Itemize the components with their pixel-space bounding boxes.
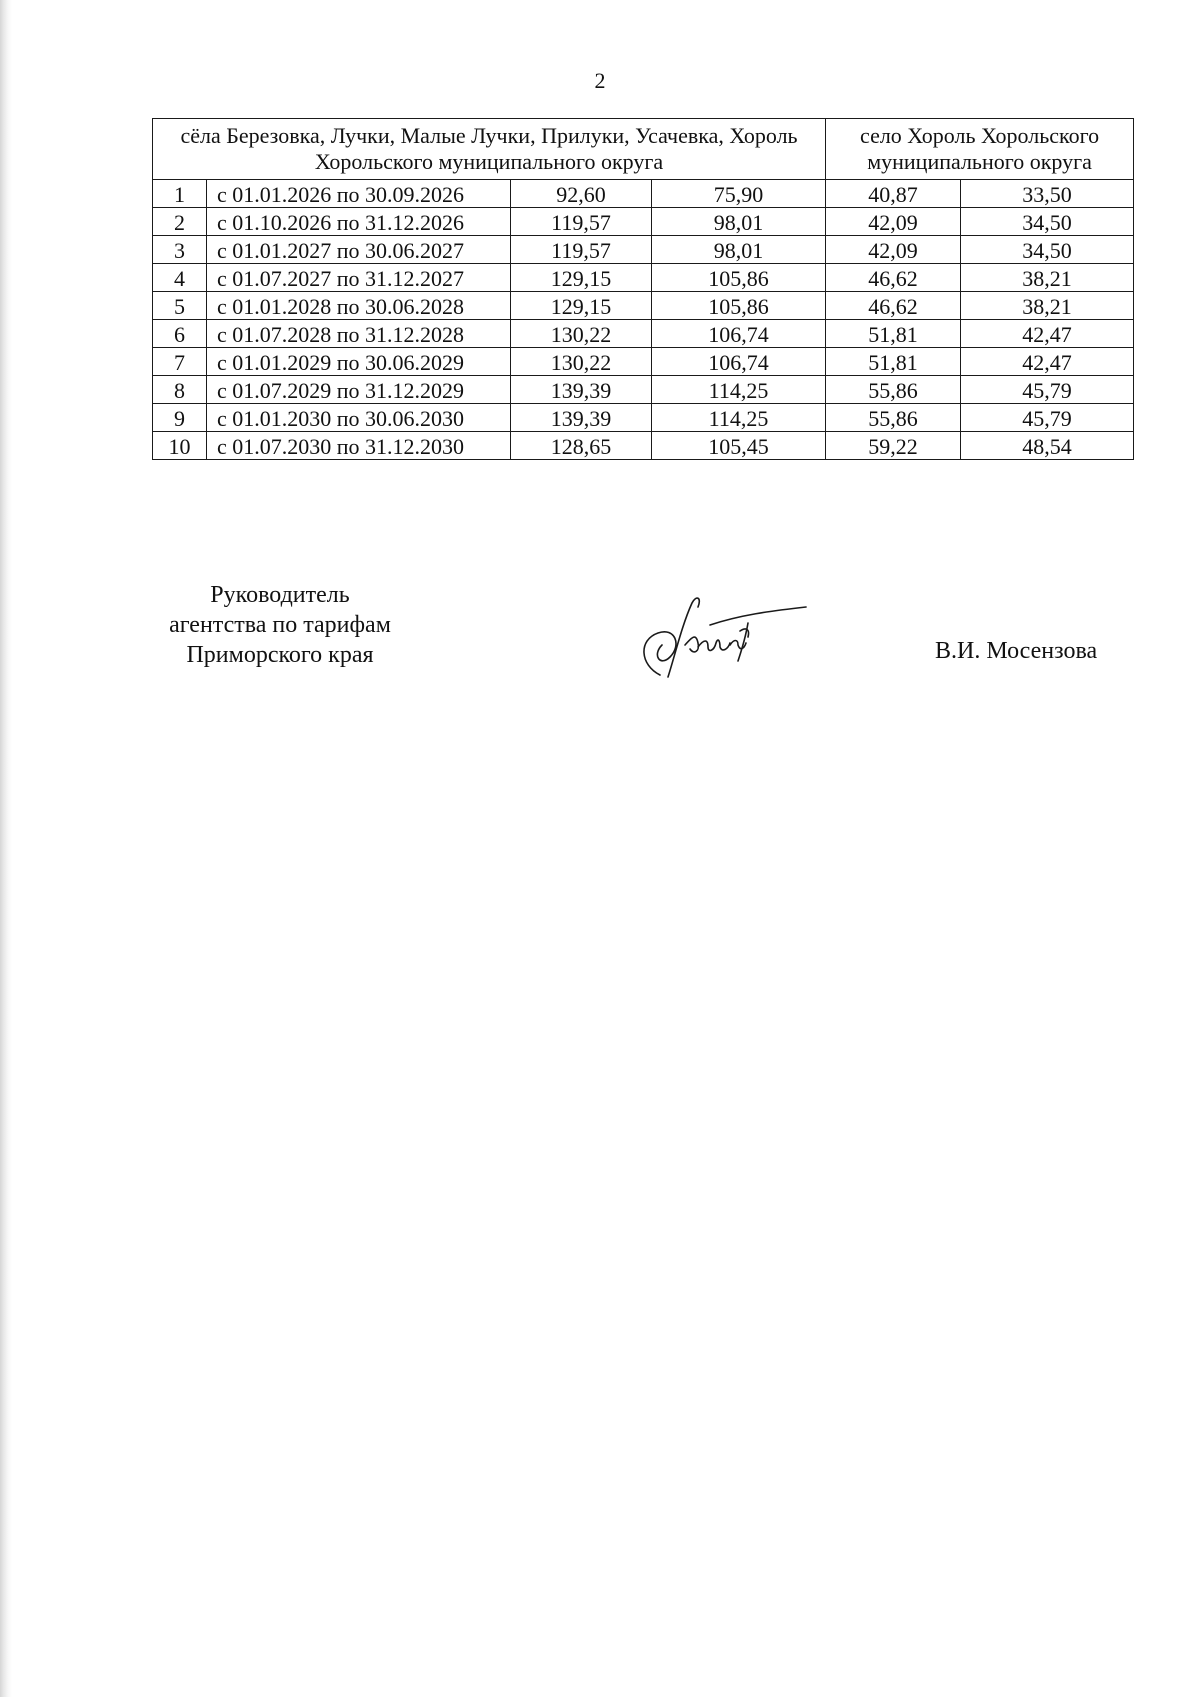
tariff-value-cell: 51,81	[826, 348, 961, 376]
tariff-value-cell: 75,90	[652, 180, 826, 208]
period-cell: с 01.07.2028 по 31.12.2028	[207, 320, 511, 348]
period-cell: с 01.10.2026 по 31.12.2026	[207, 208, 511, 236]
row-number-cell: 10	[153, 432, 207, 460]
tariff-value-cell: 42,47	[961, 320, 1134, 348]
period-cell: с 01.01.2029 по 30.06.2029	[207, 348, 511, 376]
row-number-cell: 9	[153, 404, 207, 432]
tariff-value-cell: 114,25	[652, 404, 826, 432]
tariff-value-cell: 105,45	[652, 432, 826, 460]
header-right-territory: село Хороль Хорольского муниципального округа	[826, 119, 1134, 180]
tariff-table	[152, 118, 1134, 460]
table-row	[153, 264, 1134, 292]
tariff-value-cell: 128,65	[511, 432, 652, 460]
signatory-title-line: Руководитель	[210, 582, 350, 608]
table-header-row	[153, 119, 1134, 180]
tariff-value-cell: 130,22	[511, 320, 652, 348]
tariff-value-cell: 106,74	[652, 348, 826, 376]
tariff-value-cell: 42,47	[961, 348, 1134, 376]
tariff-value-cell: 114,25	[652, 376, 826, 404]
tariff-value-cell: 105,86	[652, 264, 826, 292]
signatory-title	[130, 580, 430, 670]
row-number-cell: 7	[153, 348, 207, 376]
tariff-value-cell: 119,57	[511, 236, 652, 264]
period-cell: с 01.07.2027 по 31.12.2027	[207, 264, 511, 292]
tariff-value-cell: 51,81	[826, 320, 961, 348]
tariff-value-cell: 105,86	[652, 292, 826, 320]
tariff-value-cell: 139,39	[511, 376, 652, 404]
tariff-value-cell: 129,15	[511, 292, 652, 320]
tariff-value-cell: 139,39	[511, 404, 652, 432]
tariff-value-cell: 38,21	[961, 292, 1134, 320]
period-cell: с 01.01.2027 по 30.06.2027	[207, 236, 511, 264]
tariff-value-cell: 45,79	[961, 404, 1134, 432]
tariff-value-cell: 106,74	[652, 320, 826, 348]
table-row	[153, 180, 1134, 208]
tariff-value-cell: 129,15	[511, 264, 652, 292]
table-row	[153, 292, 1134, 320]
table-row	[153, 432, 1134, 460]
row-number-cell: 4	[153, 264, 207, 292]
tariff-value-cell: 33,50	[961, 180, 1134, 208]
tariff-table-body	[153, 119, 1134, 460]
tariff-value-cell: 130,22	[511, 348, 652, 376]
period-cell: с 01.07.2029 по 31.12.2029	[207, 376, 511, 404]
tariff-value-cell: 92,60	[511, 180, 652, 208]
row-number-cell: 3	[153, 236, 207, 264]
row-number-cell: 2	[153, 208, 207, 236]
table-row	[153, 376, 1134, 404]
signatory-title-line: Приморского края	[186, 642, 374, 668]
signatory-name: В.И. Мосензова	[935, 638, 1098, 664]
period-cell: с 01.01.2028 по 30.06.2028	[207, 292, 511, 320]
tariff-value-cell: 45,79	[961, 376, 1134, 404]
row-number-cell: 6	[153, 320, 207, 348]
tariff-value-cell: 55,86	[826, 376, 961, 404]
tariff-value-cell: 98,01	[652, 236, 826, 264]
table-row	[153, 404, 1134, 432]
period-cell: с 01.01.2030 по 30.06.2030	[207, 404, 511, 432]
scan-edge-shadow	[0, 0, 12, 1697]
signatory-title-line: агентства по тарифам	[169, 612, 391, 638]
row-number-cell: 1	[153, 180, 207, 208]
tariff-value-cell: 119,57	[511, 208, 652, 236]
header-left-territory: сёла Березовка, Лучки, Малые Лучки, Прилуки, Усачевка, Хороль Хорольского муниципального округа	[153, 119, 826, 180]
tariff-value-cell: 40,87	[826, 180, 961, 208]
tariff-value-cell: 59,22	[826, 432, 961, 460]
tariff-value-cell: 42,09	[826, 208, 961, 236]
period-cell: с 01.07.2030 по 31.12.2030	[207, 432, 511, 460]
table-row	[153, 208, 1134, 236]
tariff-value-cell: 55,86	[826, 404, 961, 432]
table-row	[153, 348, 1134, 376]
tariff-value-cell: 98,01	[652, 208, 826, 236]
tariff-value-cell: 42,09	[826, 236, 961, 264]
table-row	[153, 320, 1134, 348]
table-row	[153, 236, 1134, 264]
page-number: 2	[594, 68, 606, 93]
tariff-value-cell: 34,50	[961, 208, 1134, 236]
handwritten-signature	[630, 585, 810, 685]
row-number-cell: 5	[153, 292, 207, 320]
period-cell: с 01.01.2026 по 30.09.2026	[207, 180, 511, 208]
tariff-value-cell: 48,54	[961, 432, 1134, 460]
row-number-cell: 8	[153, 376, 207, 404]
tariff-value-cell: 38,21	[961, 264, 1134, 292]
tariff-value-cell: 46,62	[826, 264, 961, 292]
tariff-value-cell: 46,62	[826, 292, 961, 320]
tariff-value-cell: 34,50	[961, 236, 1134, 264]
